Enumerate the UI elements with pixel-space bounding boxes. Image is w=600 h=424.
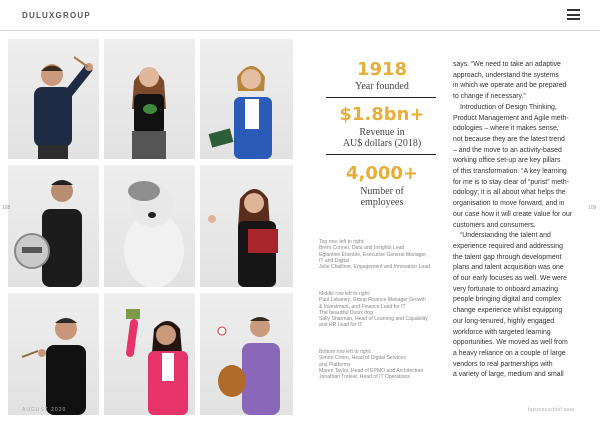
person-figure [200, 165, 293, 287]
caption-line: Sally Sharman, Head of Learning and Capability, [319, 316, 429, 323]
text-line: our case how it will create value for our [453, 210, 573, 218]
caption-line: IT and Digital [319, 257, 349, 264]
paragraph [453, 103, 585, 231]
person-figure [8, 293, 99, 415]
stat-divider [326, 97, 436, 98]
text-line: the talent gap through development [453, 253, 562, 261]
text-line: organisation to move forward, and in [453, 200, 565, 208]
text-line: says. “We need to take an adaptive [453, 61, 561, 68]
page-number-right: 109 [588, 205, 597, 211]
paragraph [453, 60, 585, 103]
person-figure [104, 39, 195, 159]
text-line: in which we operate and be prepared [453, 82, 567, 90]
paragraph [453, 231, 585, 381]
text-line: opportunities. We moved as well from [453, 339, 568, 347]
caption-line: Brent Conner, Data and Insights Lead [319, 245, 405, 252]
stat-revenue-value: $1.8bn+ [339, 104, 425, 125]
text-line: odologies – where it makes sense, [453, 125, 559, 133]
photo-brent-conner [8, 39, 99, 159]
text-line: our long-tenured, highly engaged [453, 317, 555, 325]
photo-eglantine-etienble [104, 39, 195, 159]
photo-julie-challinor [200, 39, 293, 159]
photo-dulux-dog [104, 165, 195, 287]
stat-year-founded-value: 1918 [356, 59, 408, 80]
person-figure [200, 293, 293, 415]
caption-line: and HR Lead for IT [319, 322, 363, 329]
photo-jonathan-trelear [200, 293, 293, 415]
person-figure [104, 293, 195, 415]
photo-sally-sharman [200, 165, 293, 287]
stat-employees-label-1: Number of [360, 186, 404, 197]
caption-line: Middle row left to right: [319, 291, 371, 297]
caption-middle-row [319, 291, 444, 329]
caption-line: Bottom row left to right: [319, 349, 372, 355]
stat-employees-value: 4,000+ [345, 163, 419, 184]
text-line: approach, understand the systems [453, 71, 559, 79]
person-figure [8, 39, 99, 159]
caption-line: Simon Creen, Head of Digital Services [319, 355, 406, 362]
caption-line: Paul Lebaney, Group Finance Manager Growth [319, 297, 426, 304]
text-line: not because they are the latest trend [453, 135, 565, 143]
stat-revenue-label-1: Revenue in [359, 127, 405, 138]
photo-maren-taylor [104, 293, 195, 415]
caption-line: The beautiful Dulux dog [319, 309, 373, 316]
stat-employees-label-2: employees [360, 197, 404, 208]
text-line: – and the move to an activity-based [453, 146, 562, 154]
hamburger-menu-icon[interactable] [567, 9, 580, 20]
photo-simon-creen [8, 293, 99, 415]
text-line: a variety of large, medium and small [453, 371, 564, 379]
article-body [453, 60, 585, 381]
person-figure [8, 165, 99, 287]
text-line: of our early focuses as well. We were [453, 275, 567, 283]
caption-bottom-row [319, 349, 444, 380]
caption-line: Julie Challinor, Engagement and Innovation Lead [319, 264, 431, 271]
text-line: experience required and addressing [453, 242, 563, 250]
text-line: for me is to stay clear of “purist” meth- [453, 178, 570, 186]
text-line: vendors to real partnerships with [453, 360, 553, 368]
magazine-spread [0, 31, 600, 424]
stat-divider [326, 154, 436, 155]
footer-date: AUGUST 2020 [22, 407, 67, 413]
text-line: to change if necessary.” [453, 93, 526, 101]
text-line: Introduction of Design Thinking, [460, 103, 557, 111]
text-line: of this transformation. “A key learning [453, 168, 567, 176]
stat-year-founded-label: Year founded [355, 81, 409, 92]
caption-line: Top row, left to right: [319, 239, 365, 245]
caption-line: Maren Taylor, Head of EPMO and Architecture [319, 367, 424, 374]
footer-site[interactable]: businesschief.asia [528, 407, 575, 413]
text-line: working office set-up are key pillars [453, 157, 561, 165]
top-bar [0, 0, 600, 31]
text-line: customers and consumers. [453, 221, 536, 229]
photo-paul-lebaney [8, 165, 99, 287]
text-line: very fortunate to onboard amazing [453, 285, 558, 293]
caption-line: & Investment, and Finance Lead for IT [319, 303, 406, 310]
text-line: plans and talent acquisition was one [453, 264, 564, 272]
page-number-left: 108 [2, 205, 11, 211]
text-line: a heavy reliance on a couple of large [453, 349, 566, 357]
text-line: “Understanding the talent and [460, 232, 551, 240]
caption-top-row [319, 239, 444, 270]
text-line: workforce with targeted learning [453, 328, 551, 336]
stat-revenue-label-2: AU$ dollars (2018) [342, 138, 422, 149]
caption-line: and Platforms [319, 361, 351, 368]
dog-figure [104, 165, 195, 287]
text-line: odology; it is all about what helps the [453, 189, 566, 197]
brand-logo[interactable]: DULUXGROUP [22, 11, 91, 20]
person-figure [200, 39, 293, 159]
text-line: people bringing digital and complex [453, 296, 562, 304]
caption-line: Jonathan Trelear, Head of IT Operations [319, 374, 410, 381]
text-line: Product Management and Agile meth- [453, 114, 569, 122]
text-line: change experience whilst equipping [453, 307, 563, 315]
caption-line: Eglantine Etienble, Executive General Manager, [319, 251, 428, 258]
